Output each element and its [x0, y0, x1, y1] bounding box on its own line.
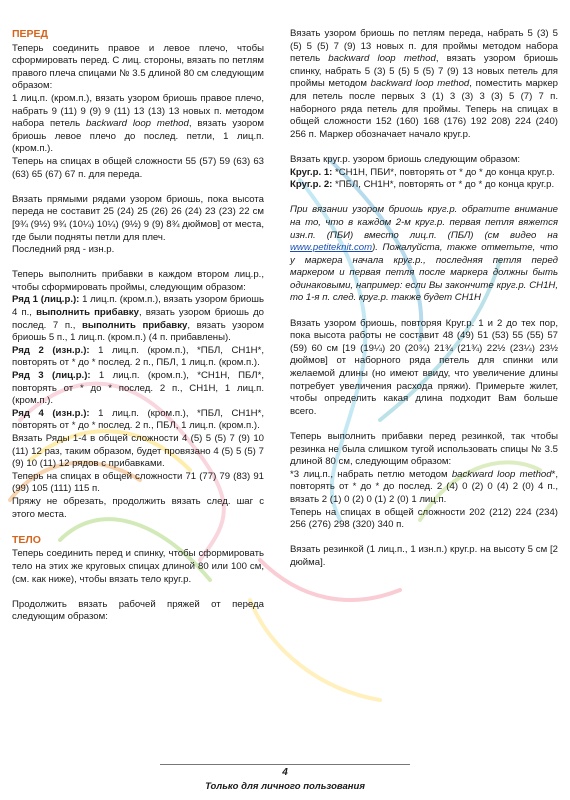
paragraph: Продолжить вязать рабочей пряжей от переда следующим образом:	[12, 598, 264, 623]
right-column	[290, 28, 558, 570]
paragraph: Пряжу не обрезать, продолжить вязать след. шаг с этого места.	[12, 495, 264, 520]
paragraph: 1 лиц.п. (кром.п.), вязать узором бриошь правое плечо, набрать 9 (11) 9 (9) 9 (11) 13 (13) 13 новых п. методом набора петель backward loop method, вязать узором бриошь левое плечо до послед. петли, 1 лиц.п. (кром.п.).	[12, 92, 265, 155]
paragraph: Теперь на спицах в общей сложности 202 (212) 224 (234) 256 (276) 298 (320) 340 п.	[290, 506, 558, 531]
paragraph: Теперь соединить перед и спинку, чтобы сформировать тело на этих же круговых спицах длиной 80 или 100 см, (см. как ниже), чтобы вязать тело круг.р.	[12, 548, 264, 585]
paragraph: Теперь выполнить прибавки перед резинкой, так чтобы резинка не была слишком тугой использовать спицы № 3.5 длиной 80 см, следующим образом:	[290, 431, 558, 468]
brioche-note: При вязании узором бриошь круг.р. обратите внимание на то, что в каждом 2-м круг.р. первая петля вяжется изн.п. (ПБИ) вместо лиц.п. (ПБЛ) (см видео на www.petiteknit.com). Пожалуйста, также отметьте, что у маркера начала круг.р., последняя петля перед маркером и первая петля после маркера должны быть одинаковыми, например: если Вы закончите круг.р. СН1Н, то 1-я п. след. круг.р. также будет СН1Н	[290, 204, 558, 304]
paragraph: Вязать прямыми рядами узором бриошь, пока высота переда не составит 25 (24) 25 (26) 26 (24) 23 (23) 22 см [9¾ (9½) 9¾ (10¼) 10¼) (9½) 9 (9) 8¾ дюймов] от места, где были подняты петли для плеч.	[12, 193, 264, 243]
paragraph: Вязать резинкой (1 лиц.п., 1 изн.п.) круг.р. на высоту 5 см [2 дюйма].	[290, 544, 558, 568]
paragraph: Последний ряд - изн.р.	[12, 244, 115, 256]
paragraph: Вязать узором бриошь по петлям переда, набрать 5 (3) 5 (5) 5 (5) 7 (9) 13 новых п. для проймы методом набора петель backward loop method, вязать узором бриошь спинку, набрать 5 (3) 5 (5) 5 (5) 7 (9) 13 новых петель для проймы методом backward loop method, поместить маркер для петель после первых 3 (1) 3 (3) 3 (3) 5 (7) 7 п. наборного ряда петель для проймы. Теперь на спицах в общей сложности 152 (160) 168 (176) 192 208) 224 (240) 256 п. Маркер обозначает начало круг.р.	[290, 28, 559, 140]
row-3-instruction: Ряд 3 (лиц.р.): 1 лиц.п. (кром.п.), *СН1Н, ПБЛ*, повторять от * до * послед. 2 п., СН1Н, 1 лиц.п. (кром.п.).	[12, 370, 264, 407]
petiteknit-link[interactable]: www.petiteknit.com	[290, 242, 373, 254]
footer-divider	[160, 764, 410, 765]
page-number: 4	[282, 767, 288, 778]
paragraph: Теперь на спицах в общей сложности 55 (57) 59 (63) 63 (63) 65 (67) 67 п. для переда.	[12, 155, 264, 180]
section-heading-body: ТЕЛО	[12, 533, 41, 546]
footer-note: Только для личного пользования	[205, 781, 365, 792]
paragraph: Вязать Ряды 1-4 в общей сложности 4 (5) 5 (5) 7 (9) 10 (11) 12 раз, таким образом, будет провязано 4 (5) 5 (5) 7 (9) 10 (11) 12 рядов с прибавками.	[12, 433, 264, 470]
row-1-instruction: Ряд 1 (лиц.р.): 1 лиц.п. (кром.п.), вязать узором бриошь 4 п., выполнить прибавку, вязать узором бриошь до послед. 7 п., выполнить прибавку, вязать узором бриошь 5 п., 1 лиц.п. (кром.п.) (4 п. прибавлены).	[12, 294, 265, 344]
paragraph: Теперь соединить правое и левое плечо, чтобы сформировать перед. С лиц. стороны, вязать по петлям правого плеча спицами № 3.5 длиной 80 см следующим образом:	[12, 42, 264, 92]
round-1-instruction: Круг.р. 1: *СН1Н, ПБИ*, повторять от * до * до конца круг.р.	[290, 166, 555, 178]
round-2-instruction: Круг.р. 2: *ПБЛ, СН1Н*, повторять от * до * до конца круг.р.	[290, 179, 555, 191]
left-column	[12, 28, 264, 624]
section-heading-front: ПЕРЕД	[12, 28, 49, 40]
row-4-instruction: Ряд 4 (изн.р.): 1 лиц.п. (кром.п.), *ПБЛ, СН1Н*, повторять от * до * послед. 2 п., ПБЛ, 1 лиц.п. (кром.п.).	[12, 407, 264, 432]
paragraph: Вязать круг.р. узором бриошь следующим образом:	[290, 153, 521, 165]
paragraph: *3 лиц.п., набрать петлю методом backward loop method*, повторять от * до * до послед. 2 (4) 0 (2) 0 (4) 2 (0) 4 п., вязать 2 (1) 0 (2) 0 (1) 2 (0) 1 лиц.п.	[290, 468, 559, 505]
paragraph: Теперь на спицах в общей сложности 71 (77) 79 (83) 91 (99) 105 (111) 115 п.	[12, 470, 264, 495]
row-2-instruction: Ряд 2 (изн.р.): 1 лиц.п. (кром.п.), *ПБЛ, СН1Н*, повторять от * до * послед. 2 п., ПБЛ, 1 лиц.п. (кром.п.).	[12, 344, 264, 369]
paragraph: Теперь выполнить прибавки в каждом втором лиц.р., чтобы сформировать проймы, следующим образом:	[12, 269, 264, 293]
paragraph: Вязать узором бриошь, повторяя Круг.р. 1 и 2 до тех пор, пока высота работы не составит 48 (49) 51 (53) 55 (55) 57 (59) 60 см [19 (19¼) 20 (20¾) 21¾ (21¾) 22½ (23¼) 23½ дюймов] от наборного ряда петель для спинки или желаемой длины (но имеют ввиду, что увеличение длины потребует увеличения расхода пряжи). Примерьте жилет, чтобы определить какая длина подходит Вам больше всего.	[290, 317, 558, 417]
